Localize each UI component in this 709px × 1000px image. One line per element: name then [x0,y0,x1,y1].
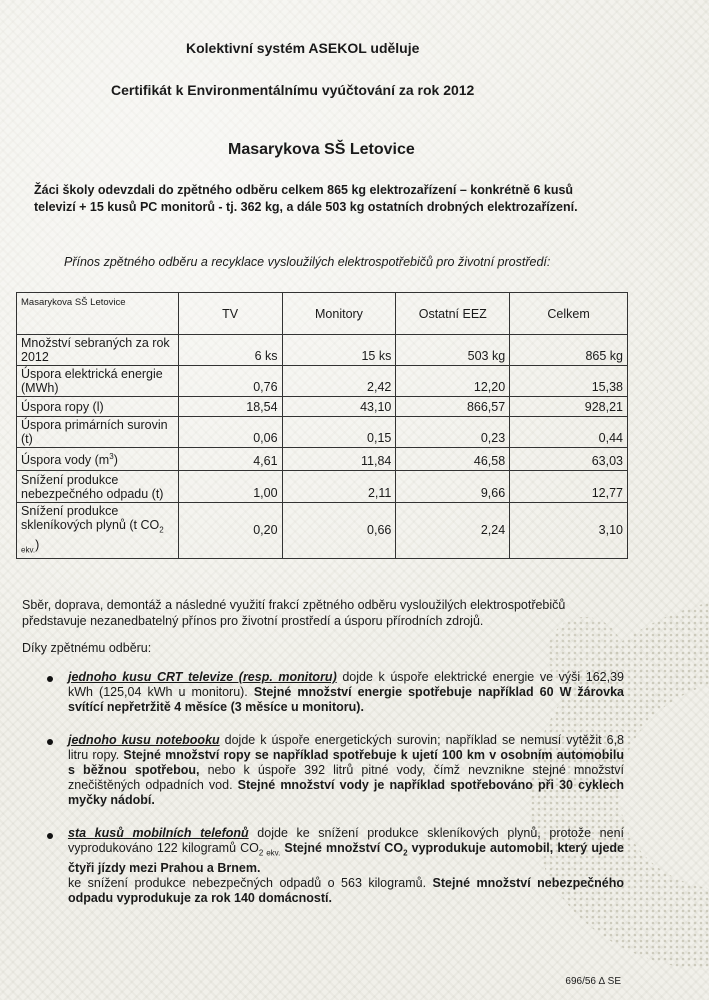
table-cell: 0,20 [178,503,282,559]
results-table [16,292,628,559]
table-cell: 18,54 [178,397,282,417]
row-label-tail: ) [35,537,40,552]
row-label-superscript: 3 [109,452,114,462]
table-row [17,503,628,559]
summary-line-2: představuje nezanedbatelný přínos pro životní prostředí a úsporu přírodních zdrojů. [22,614,484,628]
intro-line-2: televizí + 15 kusů PC monitorů - tj. 362 kg, a dále 503 kg ostatních drobných elektrozařízení. [34,200,578,214]
table-cell: 0,06 [178,417,282,448]
row-label: Úspora elektrická energie (MWh) [17,366,179,397]
bullet-text: dojde ke snížení produkce skleníkových plynů, protože není vyprodukováno 122 kilogramů CO [68,826,624,855]
table-cell: 15,38 [510,366,628,397]
bullet-text: dojde k úspoře elektrické energie ve výši 162,39 kWh (125,04 kWh u monitoru). [68,670,624,699]
table-row [17,397,628,417]
table-cell: 865 kg [510,335,628,366]
co2-bold-subscript: 2 [403,848,408,858]
row-label-tail: ) [113,453,118,468]
table-cell: 4,61 [178,448,282,471]
table-cell: 12,20 [396,366,510,397]
bullet-bold-text-2: Stejné množství vody je například spotřebováno při 30 cyklech myčky nádobí. [68,778,624,807]
table-row [17,417,628,448]
table-row [17,366,628,397]
table-cell: 0,76 [178,366,282,397]
table-cell: 11,84 [282,448,396,471]
table-cell: 3,10 [510,503,628,559]
table-cell: 15 ks [282,335,396,366]
bullet-bold-text: Stejné množství ropy se například spotřebuje k ujetí 100 km v osobním automobilu s běžnou spotřebou, [68,748,624,777]
column-header: TV [178,293,282,335]
bullet-dot [47,739,53,745]
row-label: Úspora primárních surovin (t) [17,417,179,448]
column-header: Ostatní EEZ [396,293,510,335]
bullet-lead: sta kusů mobilních telefonů [68,826,249,840]
row-label: Množství sebraných za rok 2012 [17,335,179,366]
table-header-row [17,293,628,335]
row-label [17,503,179,559]
column-header: Monitory [282,293,396,335]
table-cell: 0,66 [282,503,396,559]
row-label: Snížení produkce nebezpečného odpadu (t) [17,471,179,503]
summary-line-1: Sběr, doprava, demontáž a následné využití frakcí zpětného odběru vysloužilých elektrospotřebičů [22,598,566,612]
table-cell: 46,58 [396,448,510,471]
row-label-text: Snížení produkce skleníkových plynů (t CO [21,504,160,532]
row-label-subscript: 2 ekv. [21,525,164,554]
bullet-dot [47,676,53,682]
table-cell: 866,57 [396,397,510,417]
bullet-bold-text: vyprodukuje automobil, který ujede čtyři jízdy mezi Prahou a Brnem. [68,841,624,875]
table-cell: 1,00 [178,471,282,503]
bullet-item-crt [68,670,624,715]
table-cell: 2,11 [282,471,396,503]
table-cell: 0,44 [510,417,628,448]
table-cell: 503 kg [396,335,510,366]
table-cell: 63,03 [510,448,628,471]
row-label [17,448,179,471]
bullet-bold-prefix: Stejné množství CO [280,841,404,855]
column-header: Celkem [510,293,628,335]
thanks-heading: Díky zpětnému odběru: [22,641,152,655]
bullet-item-mobiles [68,826,624,906]
bullet-lead: jednoho kusu notebooku [68,733,220,747]
school-name: Masarykova SŠ Letovice [228,141,415,158]
bullet-bold-text-2: Stejné množství nebezpečného odpadu vyprodukuje za rok 140 domácností. [68,875,624,905]
table-row [17,335,628,366]
table-cell: 0,15 [282,417,396,448]
certificate-title: Certifikát k Environmentálnímu vyúčtování za rok 2012 [111,82,475,98]
bullet-lead: jednoho kusu CRT televize (resp. monitoru) [68,670,337,684]
bullet-text: dojde k úspoře energetických surovin; například se nemusí vytěžit 6,8 litru ropy. [68,733,624,762]
bullet-bold-text: Stejné množství energie spotřebuje například 60 W žárovka svítící nepřetržitě 4 měsíce (3 měsíce u monitoru). [68,685,624,714]
bullet-item-notebook [68,733,624,808]
summary-paragraph [22,597,632,629]
bullet-text-2: ke snížení produkce nebezpečných odpadů o 563 kilogramů. [68,875,433,890]
table-cell: 6 ks [178,335,282,366]
header-issuer: Kolektivní systém ASEKOL uděluje [186,40,420,56]
table-row [17,471,628,503]
table-cell: 2,42 [282,366,396,397]
bullet-text-2: nebo k úspoře 392 litrů pitné vody, čímž nevznikne stejné množství znečištěných odpadních vod. [68,763,624,792]
table-cell: 12,77 [510,471,628,503]
co2-subscript: 2 ekv. [258,848,281,858]
row-label: Úspora ropy (l) [17,397,179,417]
table-caption: Přínos zpětného odběru a recyklace vysloužilých elektrospotřebičů pro životní prostředí: [64,255,551,269]
table-cell: 0,23 [396,417,510,448]
bullet-dot [47,833,53,839]
row-label-text: Úspora vody (m [21,453,110,468]
footer-code: 696/56 ∆ SE [565,976,621,987]
table-cell: 43,10 [282,397,396,417]
intro-line-1: Žáci školy odevzdali do zpětného odběru celkem 865 kg elektrozařízení – konkrétně 6 kusů [34,183,574,197]
table-cell: 2,24 [396,503,510,559]
table-cell: 928,21 [510,397,628,417]
table-corner-label: Masarykova SŠ Letovice [17,293,179,335]
table-cell: 9,66 [396,471,510,503]
table-row [17,448,628,471]
